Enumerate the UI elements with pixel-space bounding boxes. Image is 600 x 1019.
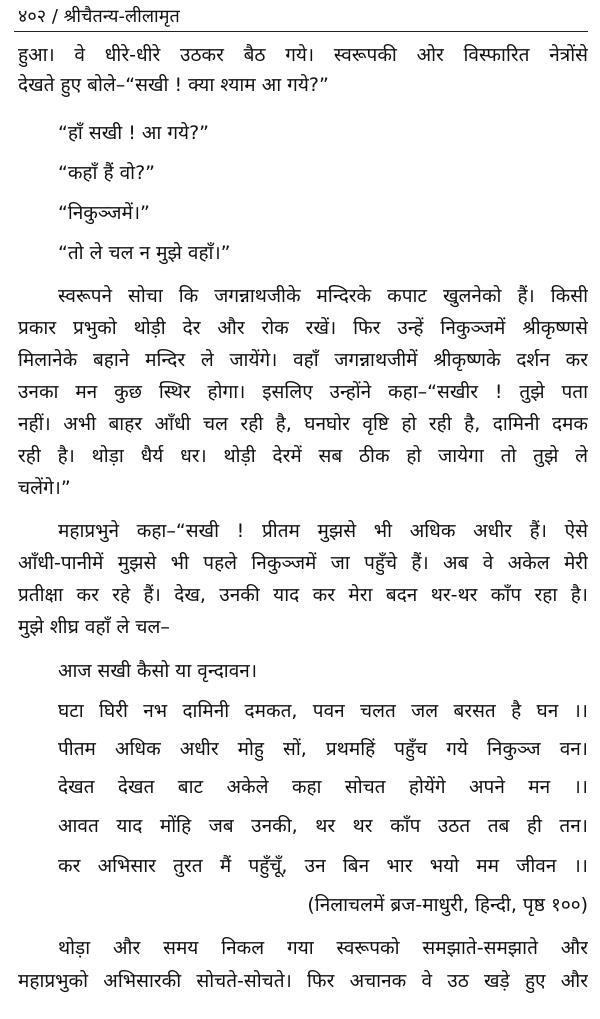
text-line: कर अभिसार तुरत मैं पहुँचूँ, उन बिन भार भयो मम जीवन ।। [58, 855, 588, 877]
text-line: पीतम अधिक अधीर मोहु सों, प्रथमहिं पहुँच गये निकुञ्ज वन। [58, 738, 588, 760]
text-line: “हाँ सखी ! आ गये?” [58, 122, 209, 144]
book-title: श्रीचैतन्य-लीलामृत [63, 6, 180, 27]
text-line: “कहाँ हैं वो?” [58, 162, 156, 184]
text-line: मिलानेके बहाने मन्दिर ले जायेंगे। वहाँ जगन्नाथजीमें श्रीकृष्णके दर्शन कर [18, 349, 588, 371]
page-number: ४०२ [18, 6, 47, 27]
text-line: आँधी-पानीमें मुझसे भी पहले निकुञ्जमें जा पहुँचे हैं। अब वे अकेल मेरी [18, 552, 588, 574]
text-line: रही है। थोड़ा धैर्य धर। थोड़ी देरमें सब ठीक हो जायेगा तो तुझे ले [18, 445, 588, 467]
text-line: प्रकार प्रभुको थोड़ी देर और रोक रखें। फिर उन्हें निकुञ्जमें श्रीकृष्णसे [18, 317, 588, 339]
text-line: महाप्रभुने कहा–“सखी ! प्रीतम मुझसे भी अधिक अधीर हैं। ऐसे [58, 520, 588, 542]
text-line: (निलाचलमें ब्रज-माधुरी, हिन्दी, पृष्ठ १००) [307, 894, 588, 916]
text-line: नहीं। अभी बाहर आँधी चल रही है, घनघोर वृष्टि हो रही है, दामिनी दमक [18, 413, 588, 435]
text-line: घटा घिरी नभ दामिनी दमकत, पवन चलत जल बरसत है घन ।। [58, 700, 588, 722]
text-line: आवत याद मोंहि जब उनकी, थर थर काँप उठत तब ही तन। [58, 815, 588, 837]
running-header [18, 4, 180, 30]
text-line: देखत देखत बाट अकेले कहा सोचत होयेंगे अपने मन ।। [58, 776, 588, 798]
header-rule [14, 31, 588, 32]
header-separator: / [51, 6, 58, 27]
text-line: उनका मन कुछ स्थिर होगा। इसलिए उन्होंने कहा–“सखीर ! तुझे पता [18, 381, 588, 403]
text-line: स्वरूपने सोचा कि जगन्नाथजीके मन्दिरके कपाट खुलनेको हैं। किसी [58, 285, 588, 307]
text-line: महाप्रभुको अभिसारकी सोचते-सोचते। फिर अचानक वे उठ खड़े हुए और [18, 970, 588, 992]
text-line: प्रतीक्षा कर रहे हैं। देख, उनकी याद कर मेरा बदन थर-थर काँप रहा है। [18, 584, 588, 606]
text-line: “तो ले चल न मुझे वहाँ।” [58, 242, 231, 264]
text-line: चलेंगे।” [18, 477, 71, 499]
text-line: “निकुञ्जमें।” [58, 202, 150, 224]
text-line: थोड़ा और समय निकल गया स्वरूपको समझाते-समझाते और [58, 937, 588, 959]
text-line: मुझे शीघ्र वहाँ ले चल– [18, 616, 170, 638]
text-line: हुआ। वे धीरे-धीरे उठकर बैठ गये। स्वरूपकी ओर विस्फारित नेत्रोंसे [18, 44, 588, 66]
text-line: देखते हुए बोले–“सखी ! क्या श्याम आ गये?” [18, 74, 329, 96]
text-line: आज सखी कैसो या वृन्दावन। [58, 660, 258, 682]
